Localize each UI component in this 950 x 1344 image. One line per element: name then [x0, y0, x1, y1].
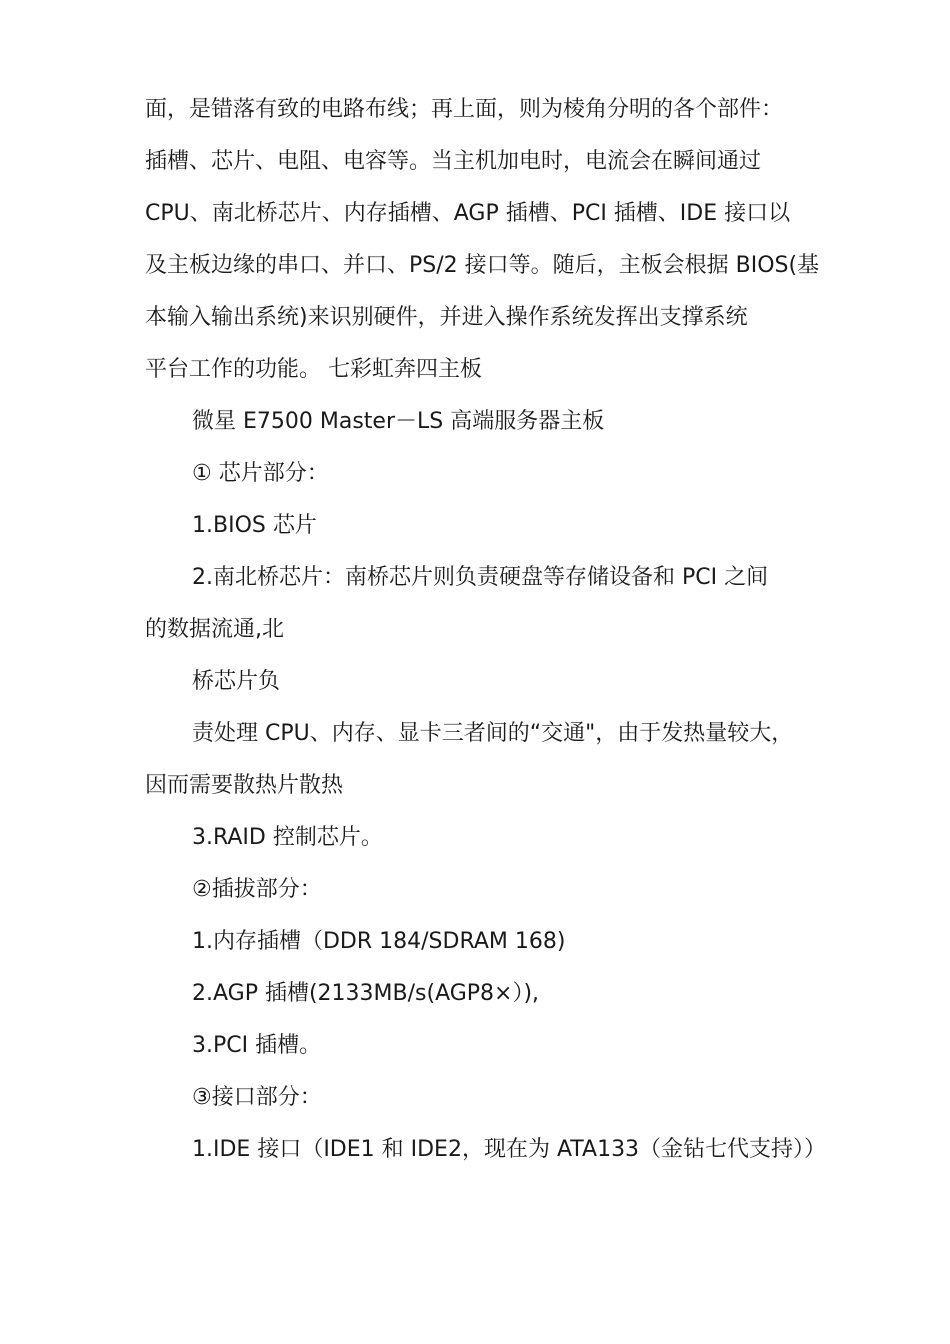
text-line: 因而需要散热片散热 — [145, 773, 344, 798]
text-line: 及主板边缘的串口、并口、PS/2 接口等。随后，主板会根据 BIOS(基 — [145, 253, 820, 278]
text-line: 平台工作的功能。 七彩虹奔四主板 — [145, 357, 482, 382]
list-item: 1.IDE 接口（IDE1 和 IDE2，现在为 ATA133（金钻七代支持）） — [192, 1137, 827, 1162]
list-item: 2.AGP 插槽(2133MB/s(AGP8×）), — [192, 981, 540, 1006]
section-heading: ③接口部分： — [192, 1085, 322, 1110]
text-line: 本输入输出系统)来识别硬件，并进入操作系统发挥出支撑系统 — [145, 305, 748, 330]
text-line: 责处理 CPU、内存、显卡三者间的“交通"，由于发热量较大， — [192, 721, 794, 746]
list-item: 1.BIOS 芯片 — [192, 513, 317, 538]
text-line: 桥芯片负 — [192, 669, 281, 694]
list-item: 1.内存插槽（DDR 184/SDRAM 168) — [192, 929, 566, 954]
list-item: 2.南北桥芯片：南桥芯片则负责硬盘等存储设备和 PCI 之间 — [192, 565, 769, 590]
section-heading: ① 芯片部分： — [192, 461, 329, 486]
list-item: 3.RAID 控制芯片。 — [192, 825, 383, 850]
heading-line: 微星 E7500 Master－LS 高端服务器主板 — [192, 409, 605, 434]
text-line: 面，是错落有致的电路布线；再上面，则为棱角分明的各个部件： — [145, 97, 784, 122]
list-item: 3.PCI 插槽。 — [192, 1033, 322, 1058]
text-line: CPU、南北桥芯片、内存插槽、AGP 插槽、PCI 插槽、IDE 接口以 — [145, 201, 791, 226]
section-heading: ②插拔部分： — [192, 877, 322, 902]
text-line: 的数据流通,北 — [145, 617, 284, 642]
document-body — [145, 84, 827, 1176]
text-line: 插槽、芯片、电阻、电容等。当主机加电时，电流会在瞬间通过 — [145, 149, 762, 174]
